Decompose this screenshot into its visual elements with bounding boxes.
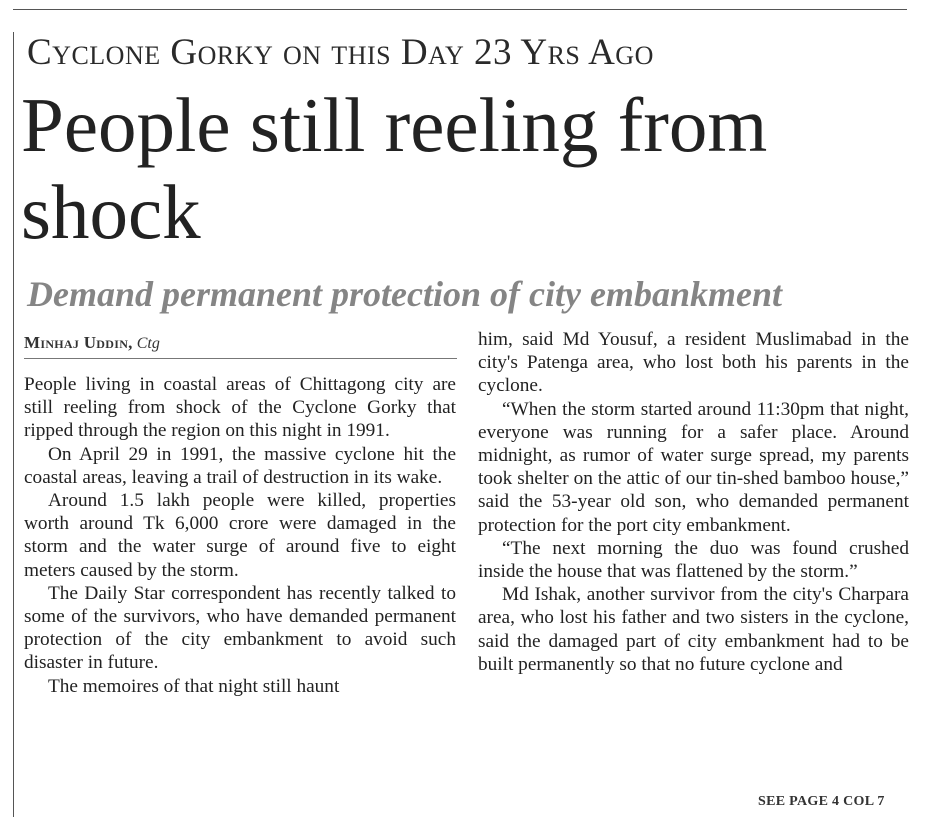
continuation-link[interactable]: SEE PAGE 4 COL 7 [758,794,885,809]
paragraph: On April 29 in 1991, the massive cyclone hit the coastal areas, leaving a trail of destruction in its wake. [24,443,456,488]
byline-name: Minhaj Uddin, [24,333,133,352]
byline-location: Ctg [136,335,160,352]
paragraph: The memoires of that night still haunt [48,675,340,697]
deck: Demand permanent protection of city embankment [27,274,782,314]
paragraph: “The next morning the duo was found crushed inside the house that was flattened by the storm.” [478,537,909,583]
top-rule [13,9,907,10]
column-2 [478,328,909,676]
paragraph: Around 1.5 lakh people were killed, properties worth around Tk 6,000 crore were damaged in the storm and the water surge of around five to eight meters caused by the storm. [24,490,456,581]
kicker: Cyclone Gorky on this Day 23 Yrs Ago [27,32,654,73]
paragraph: “When the storm started around 11:30pm that night, everyone was running for a safer place. Around midnight, as rumor of water surge spread, my parents took shelter on the attic of our tin-shed bamboo house,” said the 53-year old son, who demanded permanent protection for the port city embankment. [478,398,909,536]
left-rule [13,32,14,817]
column-1 [24,373,456,698]
byline-rule [24,358,457,359]
paragraph: The Daily Star correspondent has recently talked to some of the survivors, who have demanded permanent protection of the city embankment to avoid such disaster in future. [24,582,456,674]
paragraph: him, said Md Yousuf, a resident Muslimabad in the city's Patenga area, who lost both his parents in the cyclone. [478,329,909,397]
paragraph: Md Ishak, another survivor from the city's Charpara area, who lost his father and two sisters in the cyclone, said the damaged part of city embankment had to be built permanently so that no future cyclone and [478,584,909,675]
paragraph: People living in coastal areas of Chittagong city are still reeling from shock of the Cyclone Gorky that ripped through the region on this night in 1991. [24,374,456,442]
headline: People still reeling from shock [21,82,768,255]
byline [24,333,160,353]
